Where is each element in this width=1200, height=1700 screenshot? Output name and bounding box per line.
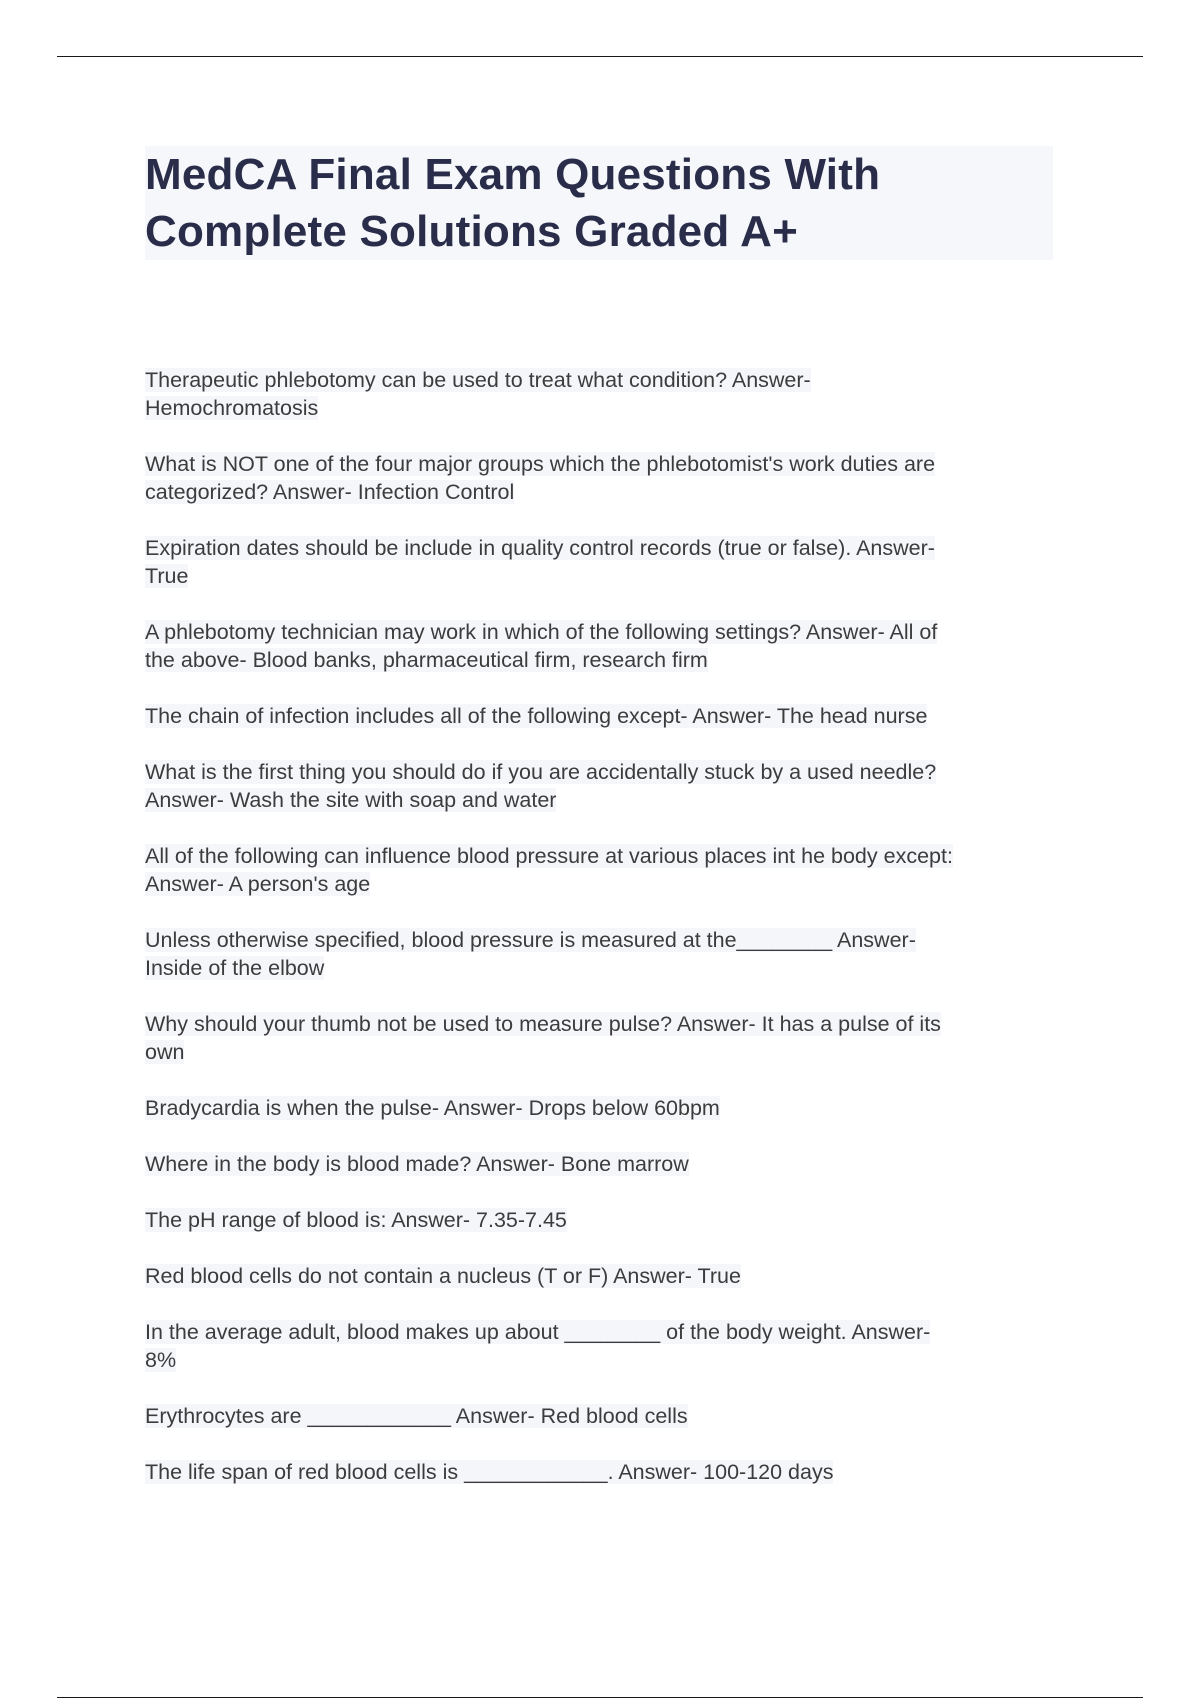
qa-item — [145, 534, 1060, 590]
qa-item — [145, 618, 1060, 674]
qa-line: What is NOT one of the four major groups which the phlebotomist's work duties are — [145, 452, 936, 476]
qa-line: Inside of the elbow — [145, 956, 325, 980]
qa-line: Therapeutic phlebotomy can be used to treat what condition? Answer- — [145, 368, 811, 392]
qa-line: All of the following can influence blood pressure at various places int he body except: — [145, 844, 953, 868]
qa-item — [145, 366, 1060, 422]
qa-line: Answer- Wash the site with soap and water — [145, 788, 557, 812]
qa-line: Why should your thumb not be used to measure pulse? Answer- It has a pulse of its — [145, 1012, 941, 1036]
qa-item — [145, 702, 1060, 730]
qa-line: A phlebotomy technician may work in which of the following settings? Answer- All of — [145, 620, 938, 644]
qa-item — [145, 1318, 1060, 1374]
title-line: MedCA Final Exam Questions With — [145, 150, 881, 199]
qa-item — [145, 1010, 1060, 1066]
qa-line: the above- Blood banks, pharmaceutical firm, research firm — [145, 648, 708, 672]
qa-item — [145, 1094, 1060, 1122]
qa-line: Red blood cells do not contain a nucleus (T or F) Answer- True — [145, 1264, 741, 1288]
qa-line: What is the first thing you should do if you are accidentally stuck by a used needle? — [145, 760, 937, 784]
qa-line: Expiration dates should be include in quality control records (true or false). Answer- — [145, 536, 935, 560]
qa-item — [145, 1206, 1060, 1234]
title-line: Complete Solutions Graded A+ — [145, 207, 799, 256]
qa-line: True — [145, 564, 189, 588]
qa-line: The pH range of blood is: Answer- 7.35-7.45 — [145, 1208, 567, 1232]
qa-item — [145, 1150, 1060, 1178]
qa-item — [145, 1402, 1060, 1430]
qa-line: The chain of infection includes all of the following except- Answer- The head nurse — [145, 704, 928, 728]
qa-line: Where in the body is blood made? Answer- Bone marrow — [145, 1152, 689, 1176]
document-title — [145, 146, 1053, 260]
qa-list — [145, 366, 1060, 1514]
qa-item — [145, 926, 1060, 982]
qa-line: own — [145, 1040, 185, 1064]
qa-line: In the average adult, blood makes up about ________ of the body weight. Answer- — [145, 1320, 931, 1344]
qa-line: Answer- A person's age — [145, 872, 371, 896]
qa-line: Hemochromatosis — [145, 396, 319, 420]
top-rule — [57, 56, 1143, 57]
qa-item — [145, 450, 1060, 506]
qa-line: categorized? Answer- Infection Control — [145, 480, 515, 504]
bottom-rule — [57, 1697, 1143, 1698]
title-box — [145, 146, 1053, 260]
qa-item — [145, 842, 1060, 898]
qa-line: The life span of red blood cells is ____________. Answer- 100-120 days — [145, 1460, 834, 1484]
qa-line: Bradycardia is when the pulse- Answer- Drops below 60bpm — [145, 1096, 720, 1120]
qa-item — [145, 1262, 1060, 1290]
qa-line: Erythrocytes are ____________ Answer- Red blood cells — [145, 1404, 688, 1428]
qa-line: Unless otherwise specified, blood pressure is measured at the________ Answer- — [145, 928, 916, 952]
qa-item — [145, 758, 1060, 814]
qa-line: 8% — [145, 1348, 177, 1372]
qa-item — [145, 1458, 1060, 1486]
